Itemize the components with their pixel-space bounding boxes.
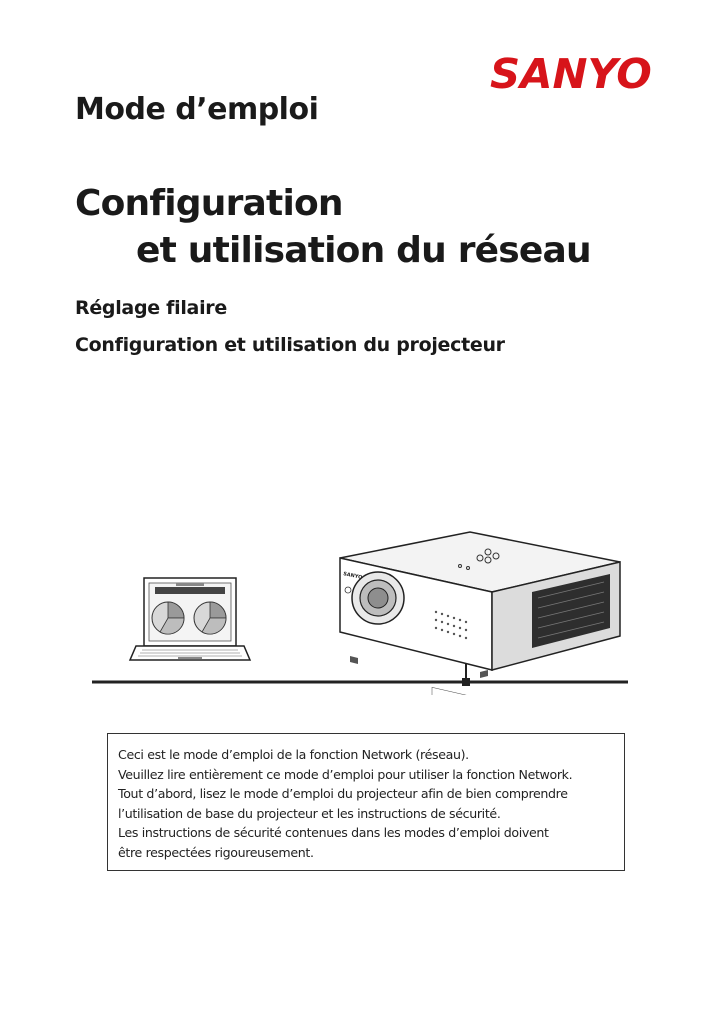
laptop-icon [130, 578, 250, 660]
notice-line: Ceci est le mode d’emploi de la fonction Network (réseau). [118, 747, 469, 762]
logo-text: SANYO [490, 50, 652, 98]
notice-line: Veuillez lire entièrement ce mode d’emploi pour utiliser la fonction Network. [118, 766, 573, 782]
notice-box [107, 733, 625, 871]
network-illustration [80, 520, 640, 695]
cable-connector [462, 678, 470, 686]
sanyo-logo [490, 44, 680, 104]
notice-line: Les instructions de sécurité contenues dans les modes d’emploi doivent [118, 825, 549, 840]
notice-line: Tout d’abord, lisez le mode d’emploi du projecteur afin de bien comprendre [118, 786, 568, 801]
page-title-line1: Configuration [75, 183, 343, 224]
manual-label: Mode d’emploi [75, 92, 319, 127]
subtitle-projector-config: Configuration et utilisation du projecteur [75, 334, 505, 356]
projector-brand-label: SANYO [342, 571, 363, 581]
notice-line: être respectées rigoureusement. [118, 844, 314, 860]
page-title-line2: et utilisation du réseau [136, 230, 591, 271]
projector-icon [340, 520, 620, 695]
subtitle-wired-setup: Réglage filaire [75, 297, 227, 319]
notice-line: l’utilisation de base du projecteur et les instructions de sécurité. [118, 805, 501, 821]
